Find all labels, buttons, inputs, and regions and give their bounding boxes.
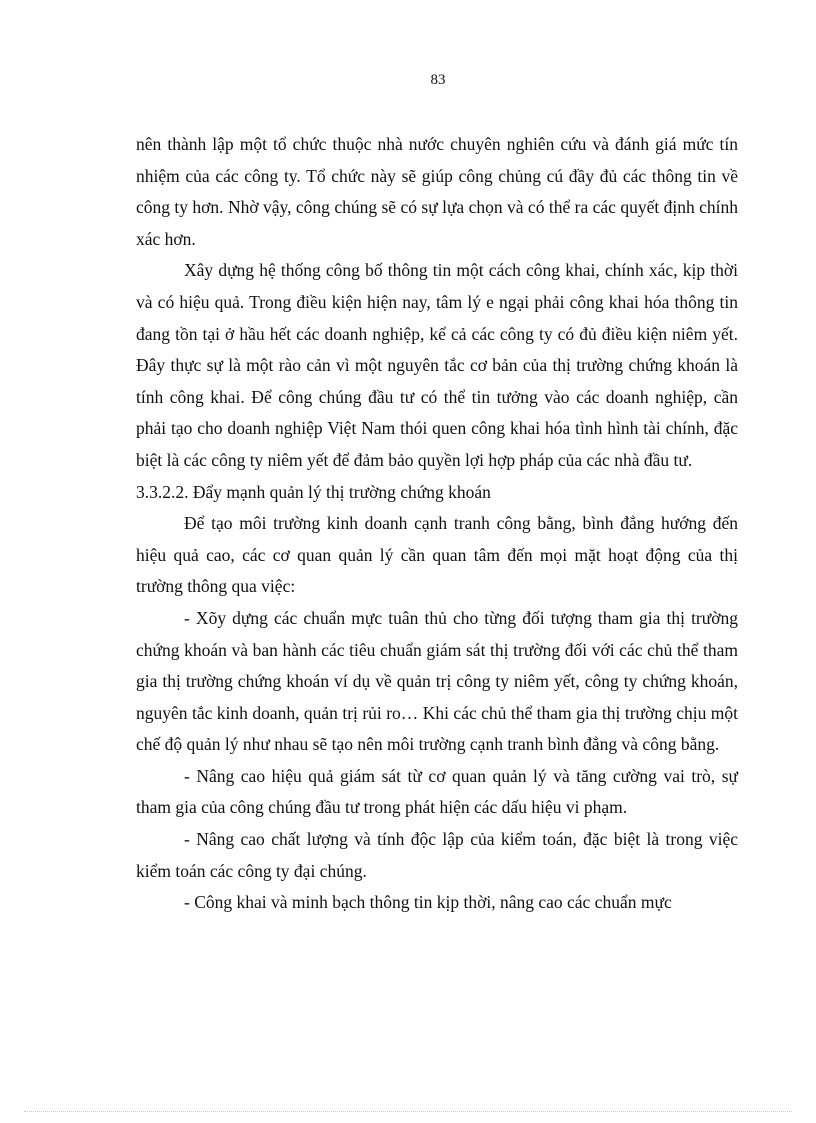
paragraph-market-management: Để tạo môi trường kinh doanh cạnh tranh công bằng, bình đẳng hướng đến hiệu quả cao, các cơ quan quản lý cần quan tâm đến mọi mặt hoạt động của thị trường thông qua việc: (136, 513, 738, 597)
list-item-audit-quality: - Nâng cao chất lượng và tính độc lập của kiểm toán, đặc biệt là trong việc kiểm toán các công ty đại chúng. (136, 829, 738, 881)
paragraph-rating-agency: nên thành lập một tổ chức thuộc nhà nước chuyên nghiên cứu và đánh giá mức tín nhiệm của các công ty. Tổ chức này sẽ giúp công chủng cú đầy đủ các thông tin về công ty hơn. Nhờ vậy, công chúng sẽ có sự lựa chọn và có thể ra các quyết định chính xác hơn. (136, 134, 738, 249)
page-bottom-divider (24, 1111, 792, 1112)
list-item-transparency: - Công khai và minh bạch thông tin kịp thời, nâng cao các chuẩn mực (184, 892, 672, 913)
list-item-supervision: - Nâng cao hiệu quả giám sát từ cơ quan quản lý và tăng cường vai trò, sự tham gia của công chúng đầu tư trong phát hiện các dấu hiệu vi phạm. (136, 765, 738, 818)
body-text (136, 129, 738, 919)
section-heading: 3.3.2.2. Đẩy mạnh quản lý thị trường chứng khoán (136, 481, 491, 502)
page-number: 83 (430, 72, 446, 88)
list-item-compliance-standards: - Xõy dựng các chuẩn mực tuân thủ cho từng đối tượng tham gia thị trường chứng khoán và ban hành các tiêu chuẩn giám sát thị trường đối với các chủ thể tham gia thị trường chứng khoán ví dụ về quản trị công ty niêm yết, công ty chứng khoán, nguyên tắc kinh doanh, quản trị rủi ro… Khi các chủ thể tham gia thị trường chịu một chế độ quản lý như nhau sẽ tạo nên môi trường cạnh tranh bình đẳng và công bằng. (136, 607, 738, 755)
paragraph-disclosure-system: Xây dựng hệ thống công bố thông tin một cách công khai, chính xác, kịp thời và có hiệu quả. Trong điều kiện hiện nay, tâm lý e ngại phải công khai hóa thông tin đang tồn tại ở hầu hết các doanh nghiệp, kể cả các công ty có đủ điều kiện niêm yết. Đây thực sự là một rào cản vì một nguyên tắc cơ bản của thị trường chứng khoán là tính công khai. Để công chúng đầu tư có thể tin tưởng vào các doanh nghiệp, cần phải tạo cho doanh nghiệp Việt Nam thói quen công khai hóa tình hình tài chính, đặc biệt là các công ty niêm yết để đảm bảo quyền lợi hợp pháp của các nhà đầu tư. (136, 260, 738, 470)
